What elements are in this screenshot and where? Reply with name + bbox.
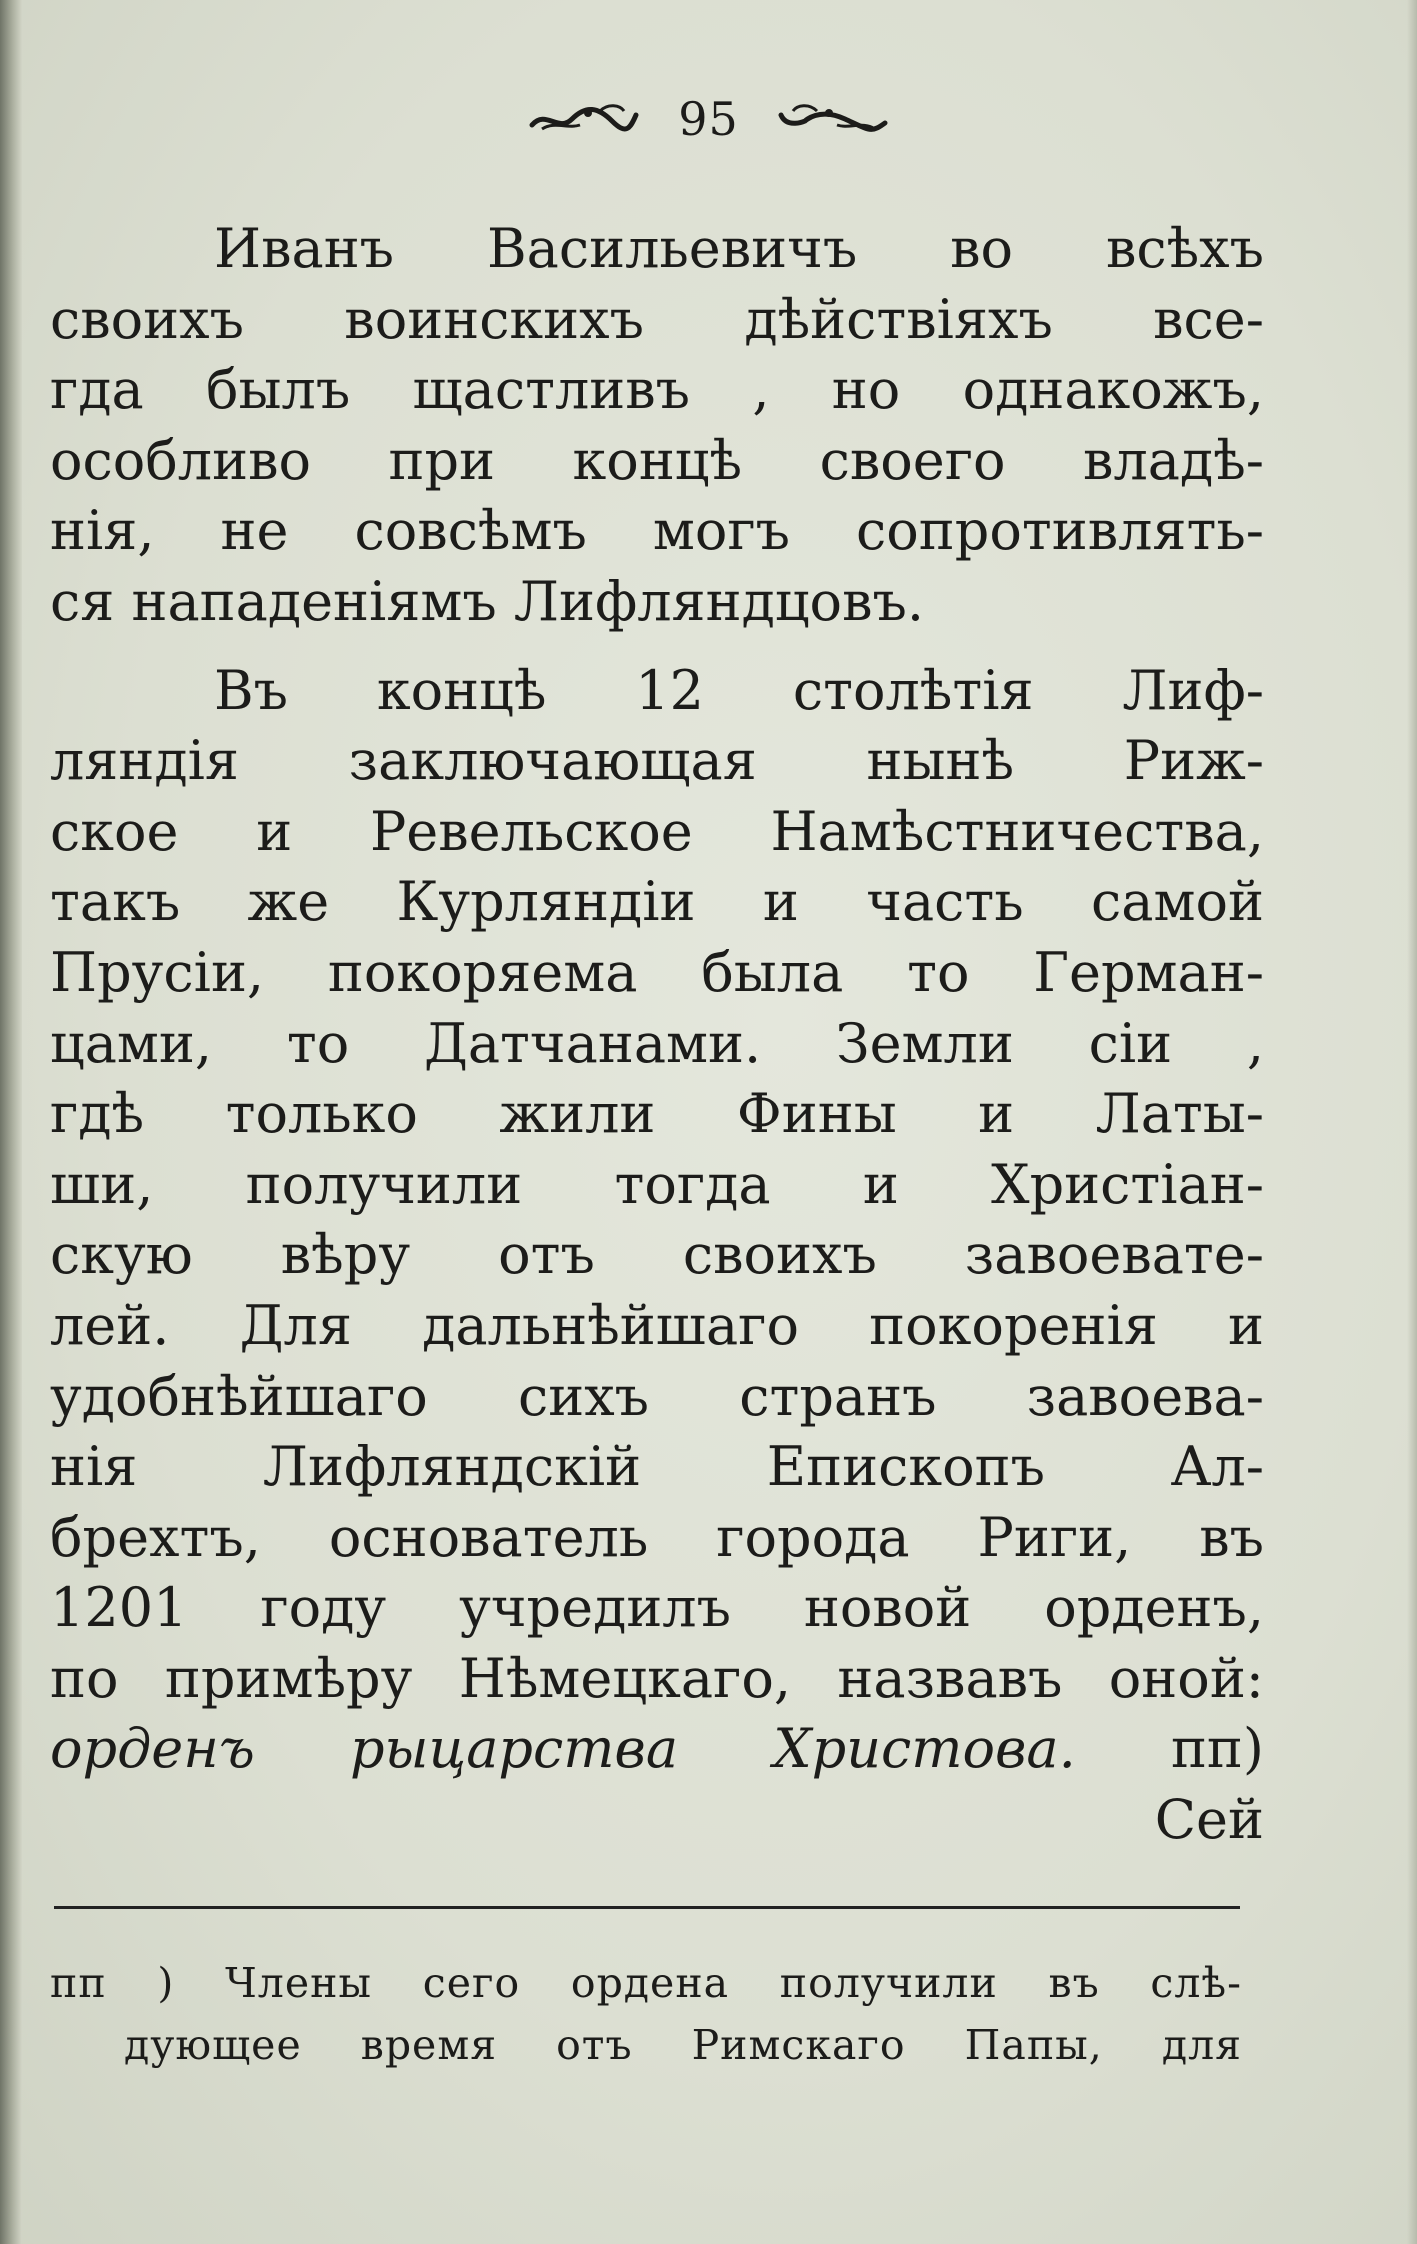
text-line: нія Лифляндскій Епископъ Ал-: [50, 1435, 1264, 1499]
main-text: [50, 214, 1264, 1856]
text-line: гдѣ только жили Фины и Латы-: [50, 1082, 1264, 1146]
text-line: своихъ воинскихъ дѣйствіяхъ все-: [50, 287, 1264, 351]
footnote-reference: пп): [1170, 1717, 1264, 1781]
text-line: ся нападеніямъ Лифляндцовъ.: [50, 569, 924, 633]
text-line: брехтъ, основатель города Риги, въ: [50, 1505, 1264, 1569]
text-line-italic: [50, 1714, 1264, 1785]
text-line: 1201 году учредилъ новой орденъ,: [50, 1576, 1264, 1640]
text-line: Въ концѣ 12 столѣтія Лиф-: [214, 658, 1264, 722]
page-number: 95: [678, 92, 739, 146]
footnote-line: дующее время отъ Римскаго Папы, для: [124, 2021, 1242, 2069]
text-line: удобнѣйшаго сихъ странъ завоева-: [50, 1364, 1264, 1428]
footnote-line: пп ) Члены сего ордена получили въ слѣ-: [50, 1959, 1242, 2007]
text-line: цами, то Датчанами. Земли сіи ,: [50, 1011, 1264, 1075]
text-line: Прусіи, покоряема была то Герман-: [50, 940, 1264, 1004]
text-line: скую вѣру отъ своихъ завоевате-: [50, 1223, 1264, 1287]
text-line: по примѣру Нѣмецкаго, назвавъ оной:: [50, 1646, 1264, 1710]
text-line: ши, получили тогда и Христіан-: [50, 1152, 1264, 1216]
text-line: гда былъ щастливъ , но однакожъ,: [50, 358, 1264, 422]
catchword: Сей: [1154, 1788, 1264, 1852]
text-line: лей. Для дальнѣйшаго покоренія и: [50, 1293, 1264, 1357]
left-vignette-ornament: [528, 99, 640, 139]
text-line: Иванъ Васильевичъ во всѣхъ: [214, 217, 1264, 280]
footnote: [50, 1952, 1242, 2076]
page-header: [0, 92, 1417, 146]
text-line: такъ же Курляндіи и часть самой: [50, 870, 1264, 934]
text-line: ляндія заключающая нынѣ Риж-: [50, 729, 1264, 793]
footnote-divider: [54, 1906, 1240, 1909]
page-edge-shadow: [1407, 0, 1417, 2244]
text-line: нія, не совсѣмъ могъ сопротивлять-: [50, 499, 1264, 563]
right-vignette-ornament: [777, 99, 889, 139]
text-line: особливо при концѣ своего владѣ-: [50, 428, 1264, 492]
binding-edge: [0, 0, 22, 2244]
italic-order-name: орденъ рыцарства Христова.: [50, 1717, 1076, 1781]
text-line: ское и Ревельское Намѣстничества,: [50, 799, 1264, 863]
